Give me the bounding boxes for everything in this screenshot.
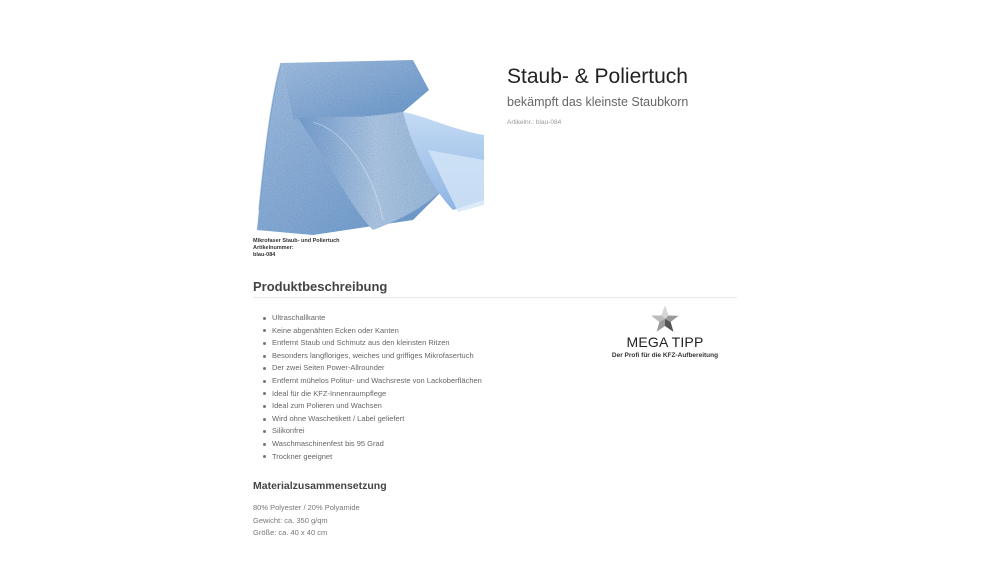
material-heading: Materialzusammensetzung: [253, 480, 387, 492]
feature-item: Keine abgenähten Ecken oder Kanten: [263, 325, 482, 338]
caption-article-number: blau-084: [253, 252, 276, 258]
feature-item: Entfernt Staub und Schmutz aus den kleinsten Ritzen: [263, 337, 482, 350]
feature-item: Ideal zum Polieren und Wachsen: [263, 400, 482, 413]
image-caption: [253, 238, 413, 259]
badge-title: MEGA TIPP: [626, 334, 704, 350]
section-divider: [253, 297, 737, 298]
badge-subtitle: Der Profi für die KFZ-Aufbereitung: [611, 352, 719, 359]
material-composition: 80% Polyester / 20% Polyamide: [253, 503, 360, 512]
caption-article-label: Artikelnummer:: [253, 245, 294, 251]
feature-item: Ultraschallkante: [263, 312, 482, 325]
product-image[interactable]: [253, 60, 484, 235]
feature-item: Trockner geeignet: [263, 451, 482, 464]
feature-item: Entfernt mühelos Politur- und Wachsreste von Lackoberflächen: [263, 375, 482, 388]
description-heading: Produktbeschreibung: [253, 279, 388, 294]
feature-item: Besonders langfloriges, weiches und griffiges Mikrofasertuch: [263, 350, 482, 363]
material-size: Größe: ca. 40 x 40 cm: [253, 528, 328, 538]
material-weight: Gewicht: ca. 350 g/qm: [253, 515, 328, 525]
caption-product-name: Mikrofaser Staub- und Poliertuch: [253, 238, 340, 244]
feature-item: Waschmaschinenfest bis 95 Grad: [263, 438, 482, 451]
product-subtitle: bekämpft das kleinste Staubkorn: [507, 95, 689, 109]
material-details: [253, 502, 360, 540]
feature-item: Wird ohne Waschetikett / Label geliefert: [263, 413, 482, 426]
feature-item: Der zwei Seiten Power-Allrounder: [263, 362, 482, 375]
feature-item: Ideal für die KFZ-Innenraumpflege: [263, 388, 482, 401]
feature-item: Silikonfrei: [263, 425, 482, 438]
microfiber-towel-photo: [253, 60, 484, 235]
star-icon: [651, 305, 679, 333]
product-title: Staub- & Poliertuch: [507, 65, 688, 88]
article-number: Artikelnr.: blau-084: [507, 119, 562, 126]
mega-tipp-badge: [604, 305, 726, 371]
feature-list: [263, 312, 482, 463]
